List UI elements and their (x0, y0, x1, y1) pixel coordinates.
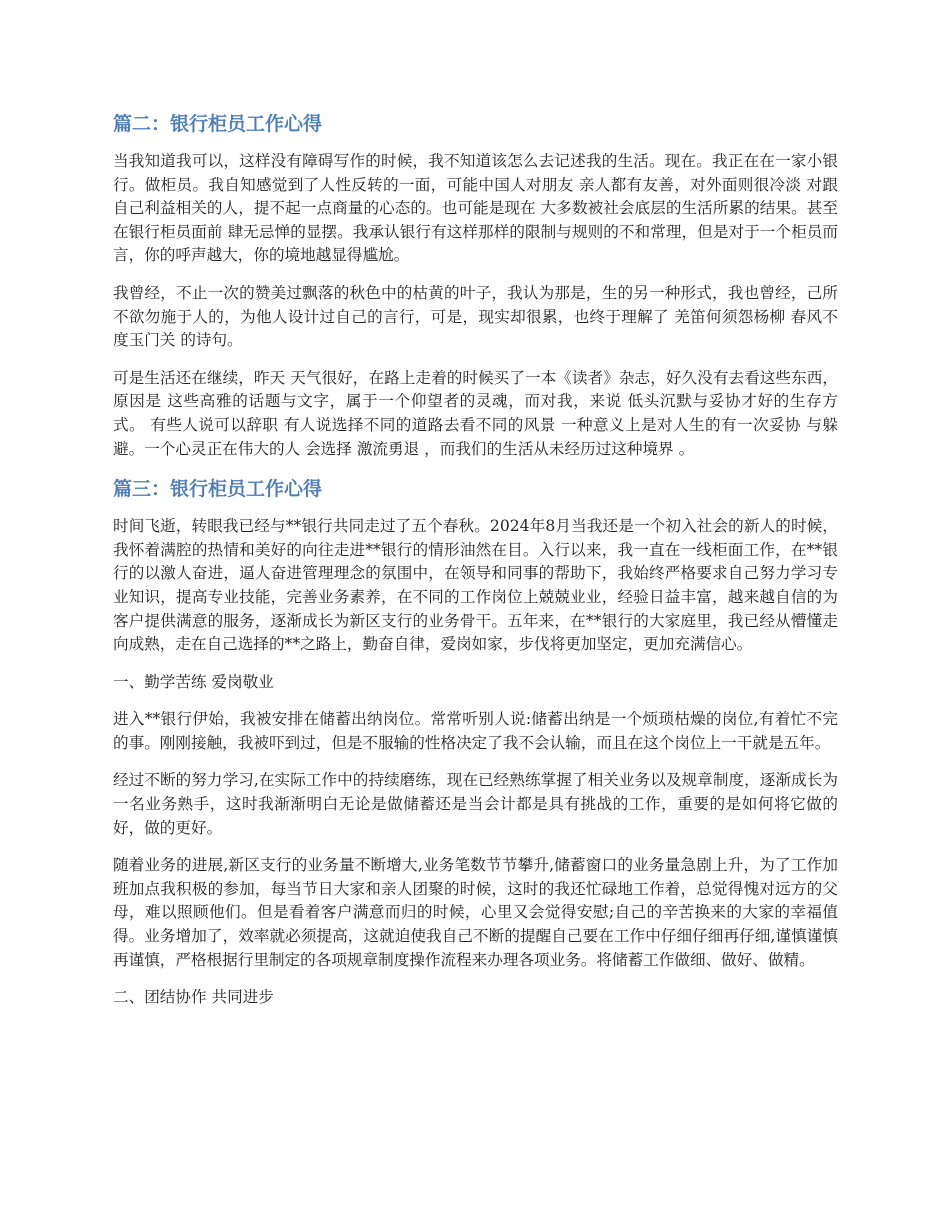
section-3-intro: 时间飞逝，转眼我已经与**银行共同走过了五个春秋。2024年8月当我还是一个初入社会的新人的时候，我怀着满腔的热情和美好的向往走进**银行的情形油然在目。入行以来，我一直在一线柜面工作，在**银行的以激人奋进，逼人奋进管理理念的氛围中，在领导和同事的帮助下，我始终严格要求自己努力学习专业知识，提高专业技能，完善业务素养，在不同的工作岗位上兢兢业业，经验日益丰富，越来越自信的为客户提供满意的服务，逐渐成长为新区支行的业务骨干。五年来，在**银行的大家庭里，我已经从懵懂走向成熟，走在自己选择的**之路上，勤奋自律，爱岗如家，步伐将更加坚定，更加充满信心。 (113, 517, 838, 654)
section-2-paragraph: 可是生活还在继续，昨天 天气很好，在路上走着的时候买了一本《读者》杂志，好久没有去看这些东西，原因是 这些高雅的话题与文字，属于一个仰望者的灵魂，而对我，来说 低头沉默与妥协才好的生存方式。 有些人说可以辞职 有人说选择不同的道路去看不同的风景 一种意义上是对人生的有一次妥协 与躲避。一个心灵正在伟大的人 会选择 激流勇退 ，而我们的生活从未经历过这种境界 。 (113, 368, 838, 458)
section-2-title: 篇二：银行柜员工作心得 (113, 113, 323, 135)
section-2-paragraph: 当我知道我可以，这样没有障碍写作的时候，我不知道该怎么去记述我的生活。现在。我正在在一家小银行。做柜员。我自知感觉到了人性反转的一面，可能中国人对朋友 亲人都有友善，对外面则很冷淡 对跟自己利益相关的人，提不起一点商量的心态的。也可能是现在 大多数被社会底层的生活所累的结果。甚至在银行柜员面前 肆无忌惮的显摆。我承认银行有这样那样的限制与规则的不和常理，但是对于一个柜员而言，你的呼声越大，你的境地越显得尴尬。 (113, 152, 838, 265)
subheading-2: 二、团结协作 共同进步 (113, 988, 274, 1007)
subheading-1: 一、勤学苦练 爱岗敬业 (113, 672, 274, 691)
section-3-title: 篇三：银行柜员工作心得 (113, 478, 323, 501)
section-2-paragraph: 我曾经，不止一次的赞美过飘落的秋色中的枯黄的叶子，我认为那是，生的另一种形式，我也曾经，己所不欲勿施于人的，为他人设计过自己的言行，可是，现实却很累，也终于理解了 羌笛何须怨杨柳 春风不度玉门关 的诗句。 (113, 283, 838, 350)
subsection-1-paragraph: 经过不断的努力学习,在实际工作中的持续磨练，现在已经熟练掌握了相关业务以及规章制度，逐渐成长为一名业务熟手，这时我渐渐明白无论是做储蓄还是当会计都是具有挑战的工作，重要的是如何将它做的好，做的更好。 (113, 771, 838, 837)
subsection-1-paragraph: 随着业务的进展,新区支行的业务量不断增大,业务笔数节节攀升,储蓄窗口的业务量急剧上升，为了工作加班加点我积极的参加，每当节日大家和亲人团聚的时候，这时的我还忙碌地工作着，总觉得愧对远方的父母，难以照顾他们。但是看着客户满意而归的时候，心里又会觉得安慰;自己的辛苦换来的大家的幸福值得。业务增加了，效率就必须提高，这就迫使我自己不断的提醒自己要在工作中仔细仔细再仔细,谨慎谨慎再谨慎，严格根据行里制定的各项规章制度操作流程来办理各项业务。将储蓄工作做细、做好、做精。 (113, 856, 838, 969)
subsection-1-paragraph: 进入**银行伊始，我被安排在储蓄出纳岗位。常常听别人说:储蓄出纳是一个烦琐枯燥的岗位,有着忙不完的事。刚刚接触，我被吓到过，但是不服输的性格决定了我不会认输，而且在这个岗位上一干就是五年。 (113, 710, 838, 752)
document-page (113, 110, 838, 1024)
